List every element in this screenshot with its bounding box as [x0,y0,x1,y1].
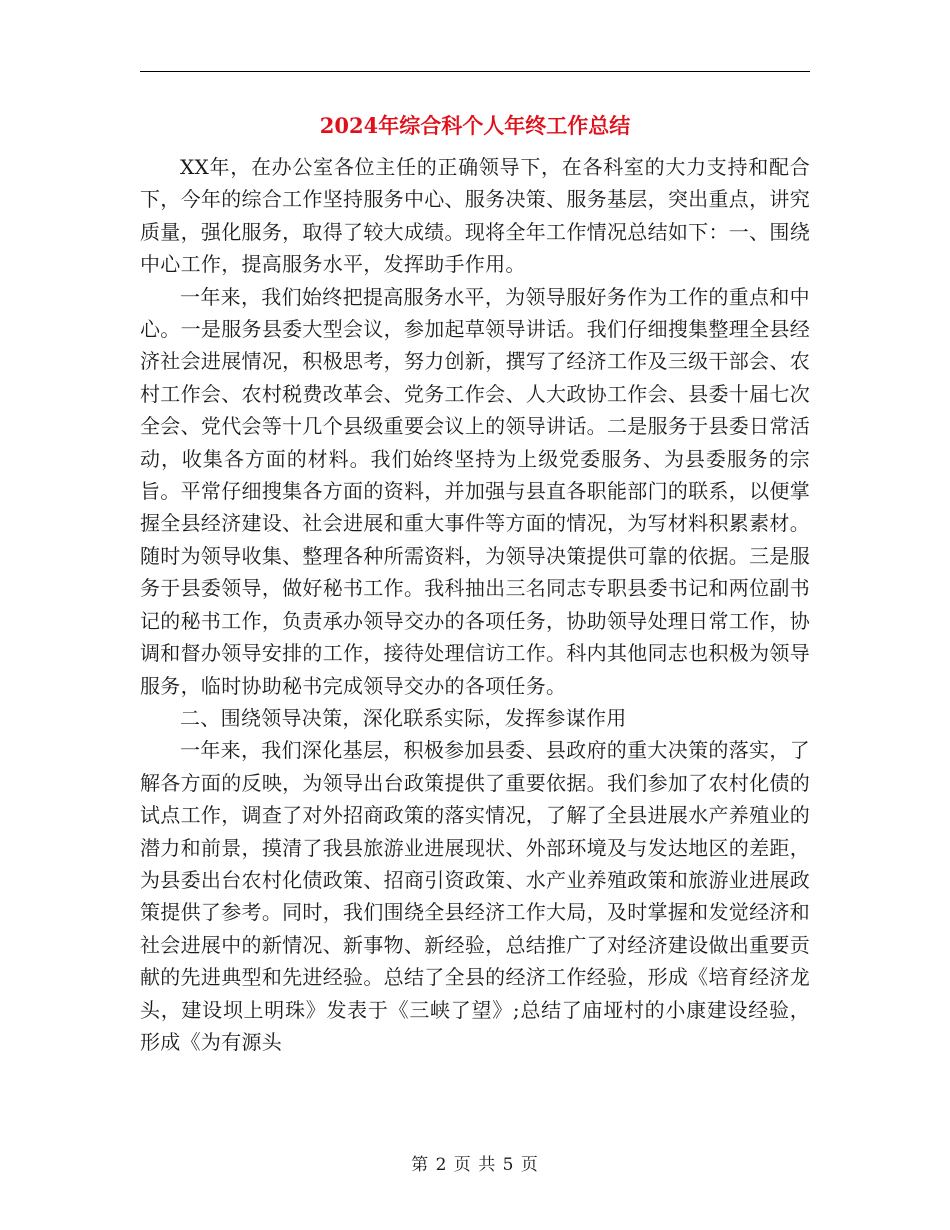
header-rule [140,71,810,72]
paragraph-intro: XX年，在办公室各位主任的正确领导下，在各科室的大力支持和配合下，今年的综合工作坚持服务中心、服务决策、服务基层，突出重点，讲究质量，强化服务，取得了较大成绩。现将全年工作情况总结如下：一、围绕中心工作，提高服务水平，发挥助手作用。 [140,155,810,277]
document-title: 2024年综合科个人年终工作总结 [319,113,631,138]
page-number-footer: 第 2 页 共 5 页 [411,1155,539,1175]
section-heading-2: 二、围绕领导决策，深化联系实际，发挥参谋作用 [180,705,627,730]
document-body [140,151,810,1058]
paragraph-service: 一年来，我们始终把提高服务水平，为领导服好务作为工作的重点和中心。一是服务县委大型会议，参加起草领导讲话。我们仔细搜集整理全县经济社会进展情况，积极思考，努力创新，撰写了经济工作及三级干部会、农村工作会、农村税费改革会、党务工作会、人大政协工作会、县委十届七次全会、党代会等十几个县级重要会议上的领导讲话。二是服务于县委日常活动，收集各方面的材料。我们始终坚持为上级党委服务、为县委服务的宗旨。平常仔细搜集各方面的资料，并加强与县直各职能部门的联系，以便掌握全县经济建设、社会进展和重大事件等方面的情况，为写材料积累素材。随时为领导收集、整理各种所需资料，为领导决策提供可靠的依据。三是服务于县委领导，做好秘书工作。我科抽出三名同志专职县委书记和两位副书记的秘书工作，负责承办领导交办的各项任务，协助领导处理日常工作，协调和督办领导安排的工作，接待处理信访工作。科内其他同志也积极为领导服务，临时协助秘书完成领导交办的各项任务。 [140,284,810,698]
paragraph-decision: 一年来，我们深化基层，积极参加县委、县政府的重大决策的落实，了解各方面的反映，为领导出台政策提供了重要依据。我们参加了农村化债的试点工作，调查了对外招商政策的落实情况，了解了全县进展水产养殖业的潜力和前景，摸清了我县旅游业进展现状、外部环境及与发达地区的差距，为县委出台农村化债政策、招商引资政策、水产业养殖政策和旅游业进展政策提供了参考。同时，我们围绕全县经济工作大局，及时掌握和发觉经济和社会进展中的新情况、新事物、新经验，总结推广了对经济建设做出重要贡献的先进典型和先进经验。总结了全县的经济工作经验，形成《培育经济龙头，建设坝上明珠》发表于《三峡了望》;总结了庙垭村的小康建设经验，形成《为有源头 [140,738,810,1054]
